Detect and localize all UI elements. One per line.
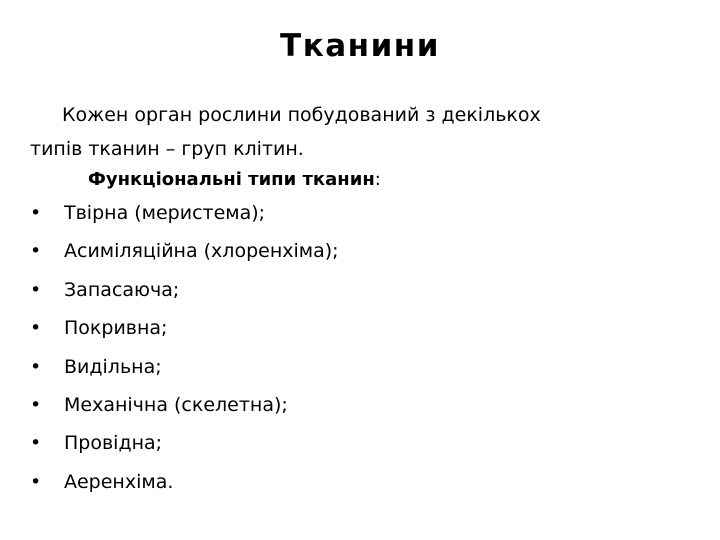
bullet: • (30, 393, 42, 416)
bullet: • (30, 202, 42, 224)
bullet: • (30, 432, 42, 455)
list-item (30, 354, 339, 392)
list-item-text: Провідна; (64, 432, 163, 455)
intro-paragraph (30, 98, 690, 166)
bullet: • (30, 470, 42, 493)
slide-title: Тканини (280, 28, 440, 64)
list-item-text: Твірна (меристема); (64, 202, 266, 224)
list-item-text: Видільна; (64, 355, 162, 378)
list-item-text: Механічна (скелетна); (64, 393, 288, 416)
bullet: • (30, 240, 42, 263)
list-item-text: Аеренхіма. (64, 470, 174, 493)
subheading (30, 163, 690, 197)
list-item-text: Запасаюча; (64, 278, 180, 301)
bullet: • (30, 317, 42, 340)
intro-line-1: Кожен орган рослини побудований з декількох (62, 104, 541, 126)
list-item (30, 238, 339, 276)
tissue-types-list (30, 200, 339, 507)
list-item (30, 392, 339, 430)
list-item (30, 200, 339, 238)
list-item (30, 430, 339, 468)
list-item-text: Асиміляційна (хлоренхіма); (64, 240, 339, 263)
intro-line-2: типів тканин – груп клітин. (30, 138, 304, 160)
list-item (30, 277, 339, 315)
list-item (30, 469, 339, 507)
list-item (30, 315, 339, 353)
subheading-text: Функціональні типи тканин (88, 169, 375, 190)
subheading-colon: : (374, 169, 381, 190)
bullet: • (30, 278, 42, 301)
list-item-text: Покривна; (64, 317, 168, 340)
bullet: • (30, 355, 42, 378)
